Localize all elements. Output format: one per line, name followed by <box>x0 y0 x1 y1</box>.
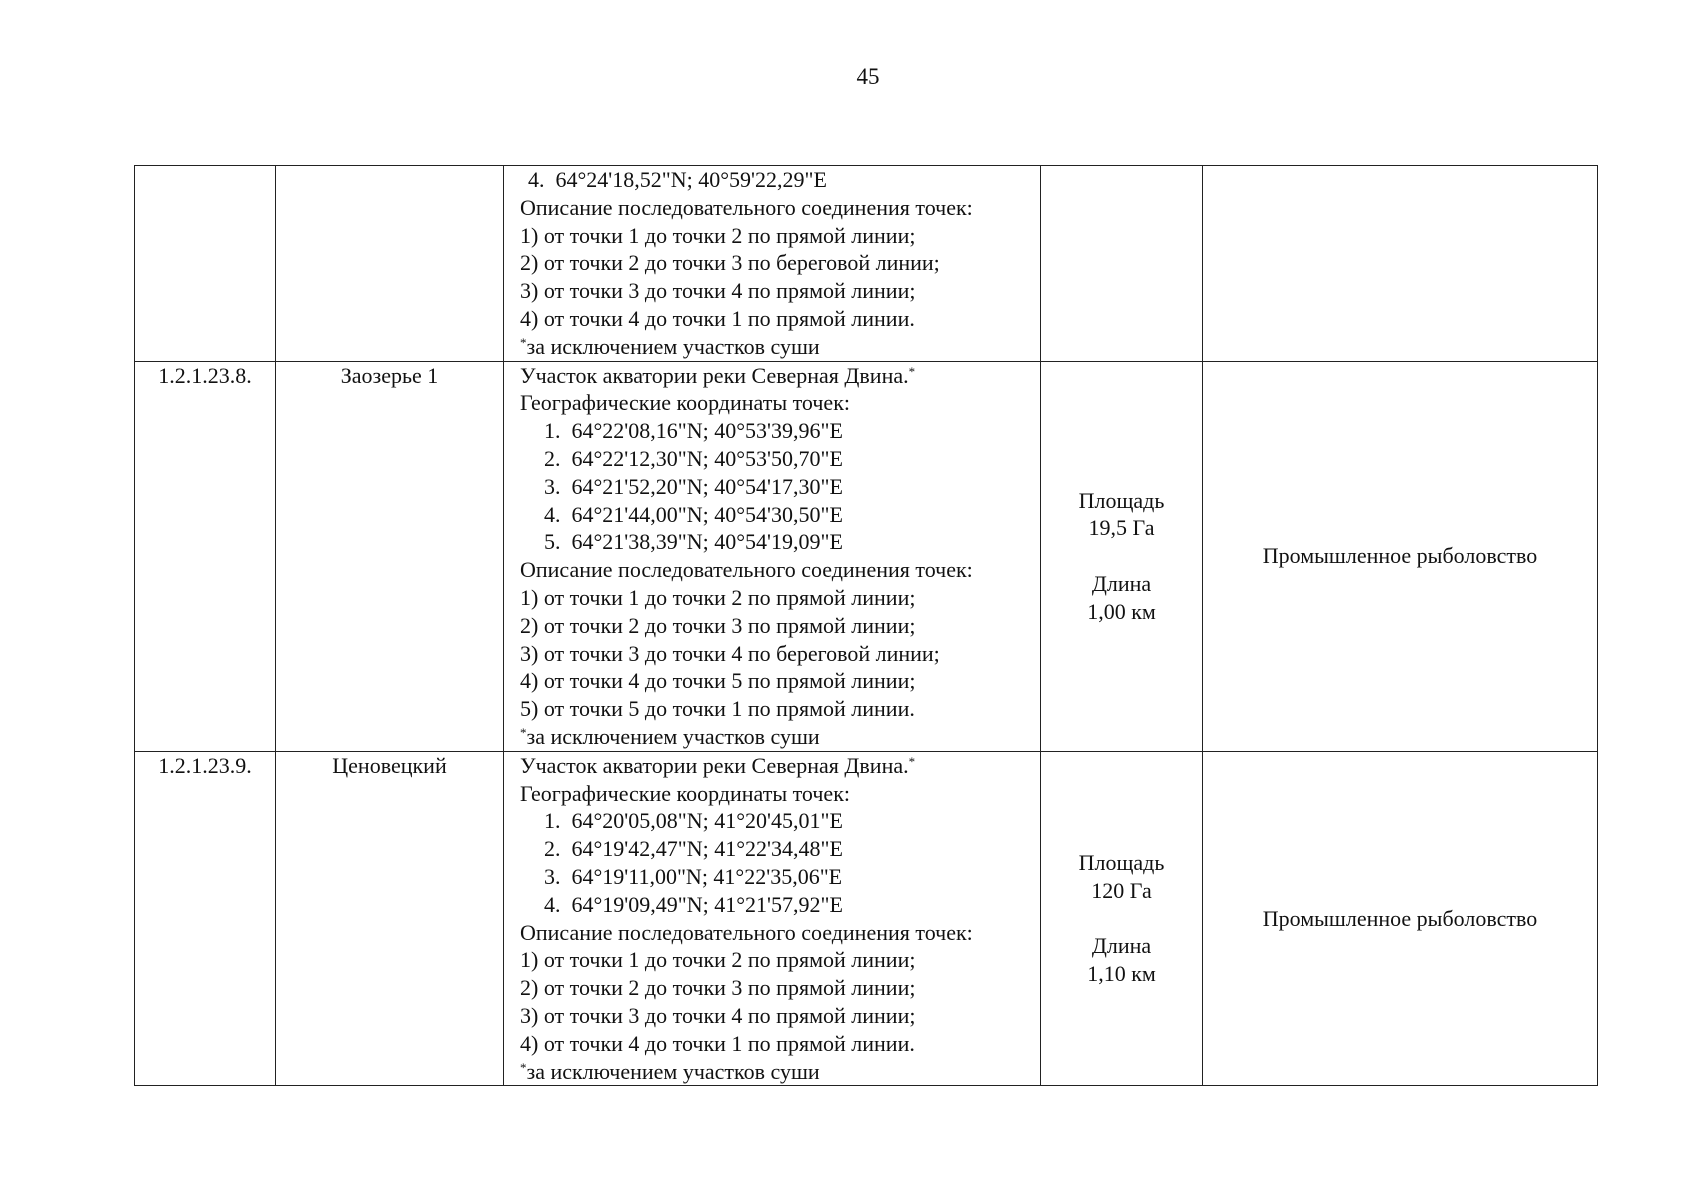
table-row <box>135 361 1598 751</box>
coordinate-point: 5. 64°21'38,39"N; 40°54'19,09"E <box>544 529 843 555</box>
water-area-title: Участок акватории реки Северная Двина.* <box>520 752 916 778</box>
coordinate-point: 1. 64°22'08,16"N; 40°53'39,96"E <box>544 418 843 444</box>
name-cell <box>276 166 504 362</box>
description-cell <box>504 751 1041 1086</box>
coordinate-point: 4. 64°19'09,49"N; 41°21'57,92"E <box>544 891 843 917</box>
footnote: *за исключением участков суши <box>520 333 820 359</box>
connection-line: 4) от точки 4 до точки 5 по прямой линии; <box>520 668 916 694</box>
footnote-mark: * <box>520 1059 527 1075</box>
footnote-mark: * <box>520 334 527 350</box>
connection-line: 4) от точки 4 до точки 1 по прямой линии. <box>520 1030 915 1056</box>
length-label: Длина <box>1091 933 1152 959</box>
connection-line: 1) от точки 1 до точки 2 по прямой линии; <box>520 947 916 973</box>
coordinate-point: 3. 64°19'11,00"N; 41°22'35,06"E <box>544 863 843 889</box>
connection-line: 1) от точки 1 до точки 2 по прямой линии; <box>520 584 916 610</box>
footnote: *за исключением участков суши <box>520 723 820 749</box>
number-cell: 1.2.1.23.8. <box>135 361 276 751</box>
area-value: 120 Га <box>1091 877 1152 903</box>
connection-title: Описание последовательного соединения точек: <box>520 557 973 583</box>
connection-line: 5) от точки 5 до точки 1 по прямой линии. <box>520 696 915 722</box>
footnote-mark: * <box>908 363 916 379</box>
connection-line: 4) от точки 4 до точки 1 по прямой линии. <box>520 305 915 331</box>
footnote-mark: * <box>520 724 527 740</box>
coords-title: Географические координаты точек: <box>520 390 850 416</box>
connection-line: 2) от точки 2 до точки 3 по береговой линии; <box>520 250 940 276</box>
water-area-title: Участок акватории реки Северная Двина.* <box>520 362 916 388</box>
connection-line: 3) от точки 3 до точки 4 по береговой линии; <box>520 640 940 666</box>
coordinate-point: 3. 64°21'52,20"N; 40°54'17,30"E <box>544 473 843 499</box>
connection-line: 2) от точки 2 до точки 3 по прямой линии; <box>520 975 916 1001</box>
area-value: 19,5 Га <box>1088 515 1155 541</box>
number-cell <box>135 166 276 362</box>
coordinate-point: 4. 64°24'18,52"N; 40°59'22,29"E <box>528 167 827 192</box>
name-cell: Ценовецкий <box>276 751 504 1086</box>
coordinate-point: 2. 64°22'12,30"N; 40°53'50,70"E <box>544 445 843 471</box>
connection-line: 2) от точки 2 до точки 3 по прямой линии; <box>520 612 916 638</box>
connection-line: 3) от точки 3 до точки 4 по прямой линии; <box>520 1002 916 1028</box>
table-row <box>135 751 1598 1086</box>
coordinate-point: 2. 64°19'42,47"N; 41°22'34,48"E <box>544 836 843 862</box>
purpose-cell <box>1203 166 1598 362</box>
area-label: Площадь <box>1078 850 1165 876</box>
params-cell <box>1041 166 1203 362</box>
params-cell <box>1041 361 1203 751</box>
footnote-mark: * <box>908 753 916 769</box>
area-label: Площадь <box>1078 487 1165 513</box>
coordinate-point: 1. 64°20'05,08"N; 41°20'45,01"E <box>544 808 843 834</box>
params-cell <box>1041 751 1203 1086</box>
connection-title: Описание последовательного соединения точек: <box>520 194 973 220</box>
length-value: 1,10 км <box>1087 961 1156 987</box>
coords-title: Географические координаты точек: <box>520 780 850 806</box>
name-cell: Заозерье 1 <box>276 361 504 751</box>
number-cell: 1.2.1.23.9. <box>135 751 276 1086</box>
connection-line: 3) от точки 3 до точки 4 по прямой линии; <box>520 278 916 304</box>
purpose-cell: Промышленное рыболовство <box>1203 751 1598 1086</box>
coordinate-point: 4. 64°21'44,00"N; 40°54'30,50"E <box>544 501 843 527</box>
footnote: *за исключением участков суши <box>520 1058 820 1084</box>
connection-title: Описание последовательного соединения точек: <box>520 919 973 945</box>
description-cell <box>504 361 1041 751</box>
description-cell <box>504 166 1041 362</box>
table-row-continuation <box>135 166 1598 362</box>
purpose-cell: Промышленное рыболовство <box>1203 361 1598 751</box>
page-number: 45 <box>856 64 880 89</box>
length-label: Длина <box>1091 571 1152 597</box>
length-value: 1,00 км <box>1087 598 1156 624</box>
connection-line: 1) от точки 1 до точки 2 по прямой линии; <box>520 222 916 248</box>
fishing-areas-table <box>134 165 1598 1086</box>
